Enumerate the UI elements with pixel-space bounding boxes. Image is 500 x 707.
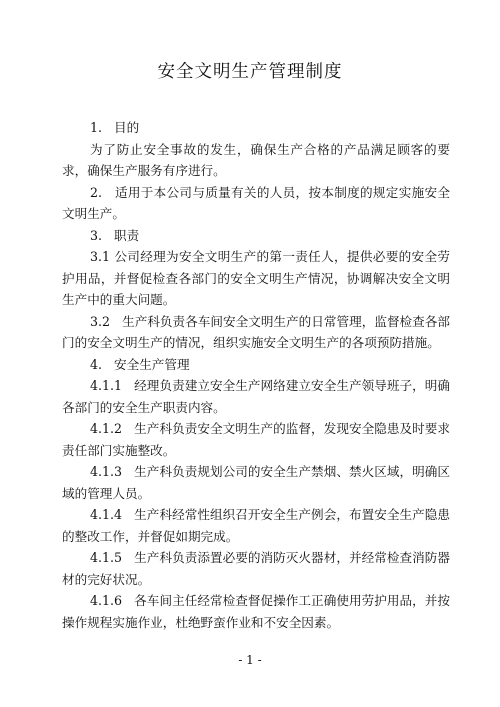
paragraph-4-1-3: 4.1.3 生产科负责规划公司的安全生产禁烟、禁火区域，明确区域的管理人员。 [62,464,450,501]
section-heading-responsibilities: 3. 职责 [90,227,140,243]
paragraph-3-1: 3.1 公司经理为安全文明生产的第一责任人，提供必要的安全劳护用品，并督促检查各部门的安全文明生产情况，协调解决安全文明生产中的重大问题。 [62,249,450,307]
paragraph-4-1-5: 4.1.5 生产科负责添置必要的消防灭火器材，并经常检查消防器材的完好状况。 [62,550,450,587]
page-number: - 1 - [238,653,262,667]
section-heading-purpose: 1. 目的 [90,120,140,135]
document-title: 安全文明生产管理制度 [157,62,343,82]
paragraph-4-1-1: 4.1.1 经理负责建立安全生产网络建立安全生产领导班子，明确各部门的安全生产职责内容。 [62,378,450,415]
paragraph-purpose: 为了防止安全事故的发生，确保生产合格的产品满足顾客的要求，确保生产服务有序进行。 [62,141,450,178]
document-body [62,117,450,633]
paragraph-4-1-4: 4.1.4 生产科经常性组织召开安全生产例会，布置安全生产隐患的整改工作，并督促如期完成。 [62,507,450,544]
paragraph-3-2: 3.2 生产科负责各车间安全文明生产的日常管理，监督检查各部门的安全文明生产的情况，组织实施安全文明生产的各项预防措施。 [62,313,450,350]
section-heading-safety-management: 4. 安全生产管理 [90,356,190,372]
paragraph-4-1-2: 4.1.2 生产科负责安全文明生产的监督，发现安全隐患及时要求责任部门实施整改。 [62,421,450,458]
paragraph-4-1-6: 4.1.6 各车间主任经常检查督促操作工正确使用劳护用品，并按操作规程实施作业，杜绝野蛮作业和不安全因素。 [62,593,450,630]
paragraph-scope: 2. 适用于本公司与质量有关的人员，按本制度的规定实施安全文明生产。 [62,184,450,221]
